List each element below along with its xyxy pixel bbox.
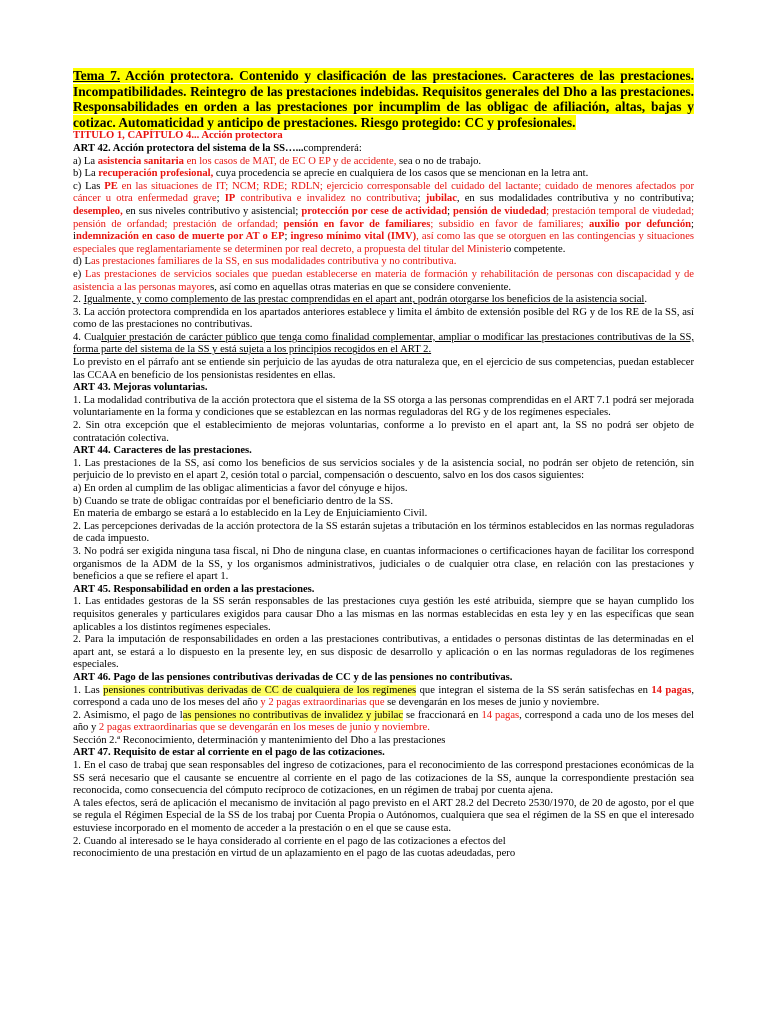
art43-paragraph-1: 1. La modalidad contributiva de la acción protectora que el sistema de la SS otorga a las personas comprendidas en el ART 7.1 podrá ser mejorada voluntariamente en la forma y condiciones que se establezcan en las normas reguladoras del RG y de los regímenes especiales. — [73, 394, 694, 419]
document-page — [73, 68, 694, 861]
art42-paragraph-4: 4. Cualquier prestación de carácter público que tenga como finalidad complementar, ampliar o modificar las prestaciones contributivas de la SS, forma parte del sistema de la SS y está sujeta a los principios recogidos en el ART 2. — [73, 331, 694, 356]
art45-paragraph-1: 1. Las entidades gestoras de la SS serán responsables de las prestaciones cuya gestión les esté atribuida, siempre que se hayan cumplido los requisitos generales y particulares exigidos para causar Dho a las mismas en las normas establecidas en esta ley y en las específicas que sean aplicables a los distintos regímenes especiales. — [73, 596, 694, 633]
topic-title — [73, 68, 694, 130]
art47-paragraph-2-line-1: 2. Cuando al interesado se le haya considerado al corriente en el pago de las cotizaciones a efectos del — [73, 835, 506, 847]
art44-embargo-note: En materia de embargo se estará a lo establecido en la Ley de Enjuiciamiento Civil. — [73, 508, 428, 520]
art46-heading: ART 46. Pago de las pensiones contributivas derivadas de CC y de las pensiones no contributivas. — [73, 671, 513, 683]
topic-title-text: Acción protectora. Contenido y clasificación de las prestaciones. Caracteres de las prestaciones. Incompatibilidades. Reintegro de las prestaciones indebidas. Requisitos generales del Dho a las prestaciones. Responsabilidades en orden a las prestaciones por incumplim de las obligac de afiliación, altas, bajas y cotizac. Automaticidad y anticipo de prestaciones. Riesgo protegido: CC y profesionales. — [73, 68, 695, 130]
art42-item-c: c) Las PE en las situaciones de IT; NCM; RDE; RDLN; ejercicio corresponsable del cuidado del lactante; cuidado de menores afectados por cáncer u otra enfermedad grave; IP contributiva e invalidez no contributiva; jubilac, en sus modalidades contributiva y no contributiva; desempleo, en sus niveles contributivo y asistencial; protección por cese de actividad; pensión de viudedad; prestación temporal de viudedad; pensión de orfandad; prestación de orfandad; pensión en favor de familiares; subsidio en favor de familiares; auxilio por defunción; indemnización en caso de muerte por AT o EP; ingreso mínimo vital (IMV), así como las que se otorguen en las contingencias y situaciones especiales que reglamentariamente se determinen por real decreto, a propuesta del titular del Ministerio competente. — [73, 180, 695, 255]
art42-paragraph-5: Lo previsto en el párrafo ant se entiende sin perjuicio de las ayudas de otra naturaleza que, en el ejercicio de sus competencias, puedan establecer las CCAA en beneficio de los pensionistas residentes en ellas. — [73, 357, 694, 381]
art44-item-a: a) En orden al cumplim de las obligac alimenticias a favor del cónyuge e hijos. — [73, 483, 408, 494]
art44-paragraph-3: 3. No podrá ser exigida ninguna tasa fiscal, ni Dho de ninguna clase, en cuantas informaciones o certificaciones hayan de facilitar los correspond organismos de la ADM de la SS, y los organismos administrativos, judiciales o de cualquier otra clase, en relación con las prestaciones y beneficios a que se refiere el apart 1. — [73, 545, 694, 583]
art44-paragraph-2: 2. Las percepciones derivadas de la acción protectora de la SS estarán sujetas a tributación en los términos establecidos en las normas reguladoras de cada impuesto. — [73, 520, 694, 545]
art44-paragraph-1: 1. Las prestaciones de la SS, así como los beneficios de sus servicios sociales y de la asistencia social, no podrán ser objeto de retención, sin perjuicio de lo previsto en el apart 2, cesión total o parcial, compensación o descuento, salvo en los dos casos siguientes: — [73, 457, 694, 482]
art45-paragraph-2: 2. Para la imputación de responsabilidades en orden a las prestaciones contributivas, a entidades o personas distintas de las determinadas en el apart ant, se estará a lo dispuesto en la presente ley, en sus disposic de desarrollo y aplicación o en las normas reguladoras de los regímenes especiales. — [73, 634, 694, 671]
art42-item-e: e) Las prestaciones de servicios sociales que puedan establecerse en materia de formación y rehabilitación de personas con discapacidad y de asistencia a las personas mayores, así como en aquellas otras materias en que se considere conveniente. — [73, 268, 694, 293]
art42-paragraph-3: 3. La acción protectora comprendida en los apartados anteriores establece y limita el ámbito de extensión posible del RG y de los RE de la SS, así como de las prestaciones no contributivas. — [73, 306, 694, 331]
topic-number: Tema 7. — [73, 68, 121, 83]
art47-paragraph-1: 1. En el caso de trabaj que sean responsables del ingreso de cotizaciones, para el reconocimiento de las correspond prestaciones económicas de la SS será necesario que el causante se encuentre al corriente en el pago de las cotizaciones de la SS, aunque la correspondiente prestación sea reconocida, como consecuencia del cómputo recíproco de cotizaciones, en un régimen de trabaj por cuenta ajena. — [73, 760, 694, 797]
art47-paragraph-1b: A tales efectos, será de aplicación el mecanismo de invitación al pago previsto en el ART 28.2 del Decreto 2530/1970, de 20 de agosto, por el que se regula el Régimen Especial de la SS de los trabaj por Cuenta Propia o Autónomos, cualquiera que sea el régimen de la SS en que el interesado estuviese incorporado en el momento de acceder a la prestación o en el que se cause esta. — [73, 797, 694, 835]
section-2-heading: Sección 2.ª Reconocimiento, determinación y mantenimiento del Dho a las prestaciones — [73, 734, 446, 746]
art43-paragraph-2: 2. Sin otra excepción que el establecimiento de mejoras voluntarias, conforme a lo previsto en el apart ant, la SS no podrá ser objeto de contratación colectiva. — [73, 420, 694, 444]
art42-paragraph-2: 2. Igualmente, y como complemento de las prestac comprendidas en el apart ant, podrán otorgarse los beneficios de la asistencia social. — [73, 294, 648, 306]
art43-heading: ART 43. Mejoras voluntarias. — [73, 382, 208, 394]
chapter-heading: TITULO 1, CAPÍTULO 4... Acción protectora — [73, 130, 283, 142]
art45-heading: ART 45. Responsabilidad en orden a las prestaciones. — [73, 583, 315, 595]
art42-item-a: a) La asistencia sanitaria en los casos de MAT, de EC O EP y de accidente, sea o no de trabajo. — [73, 155, 482, 167]
art44-heading: ART 44. Caracteres de las prestaciones. — [73, 445, 252, 457]
art47-heading: ART 47. Requisito de estar al corriente en el pago de las cotizaciones. — [73, 747, 385, 759]
art42-item-d: d) Las prestaciones familiares de la SS, en sus modalidades contributiva y no contributiva. — [73, 256, 457, 268]
art42-heading: ART 42. Acción protectora del sistema de la SS…...comprenderá: — [73, 142, 362, 154]
art46-paragraph-2: 2. Asimismo, el pago de las pensiones no contributivas de invalidez y jubilac se fraccionará en 14 pagas, correspond a cada uno de los meses del año y 2 pagas extraordinarias que se devengarán en los meses de junio y noviembre. — [73, 709, 694, 734]
art47-paragraph-2-line-2: reconocimiento de una prestación en virtud de un aplazamiento en el pago de las cuotas adeudadas, pero — [73, 848, 516, 860]
art44-item-b: b) Cuando se trate de obligac contraídas por el beneficiario dentro de la SS. — [73, 495, 394, 507]
art46-paragraph-1: 1. Las pensiones contributivas derivadas de CC de cualquiera de los regímenes que integran el sistema de la SS serán satisfechas en 14 pagas, correspond a cada uno de los meses del año y 2 pagas extraordinarias que se devengarán en los meses de junio y noviembre. — [73, 684, 694, 709]
art42-item-b: b) La recuperación profesional, cuya procedencia se aprecie en cualquiera de los casos que se mencionan en la letra ant. — [73, 168, 589, 180]
